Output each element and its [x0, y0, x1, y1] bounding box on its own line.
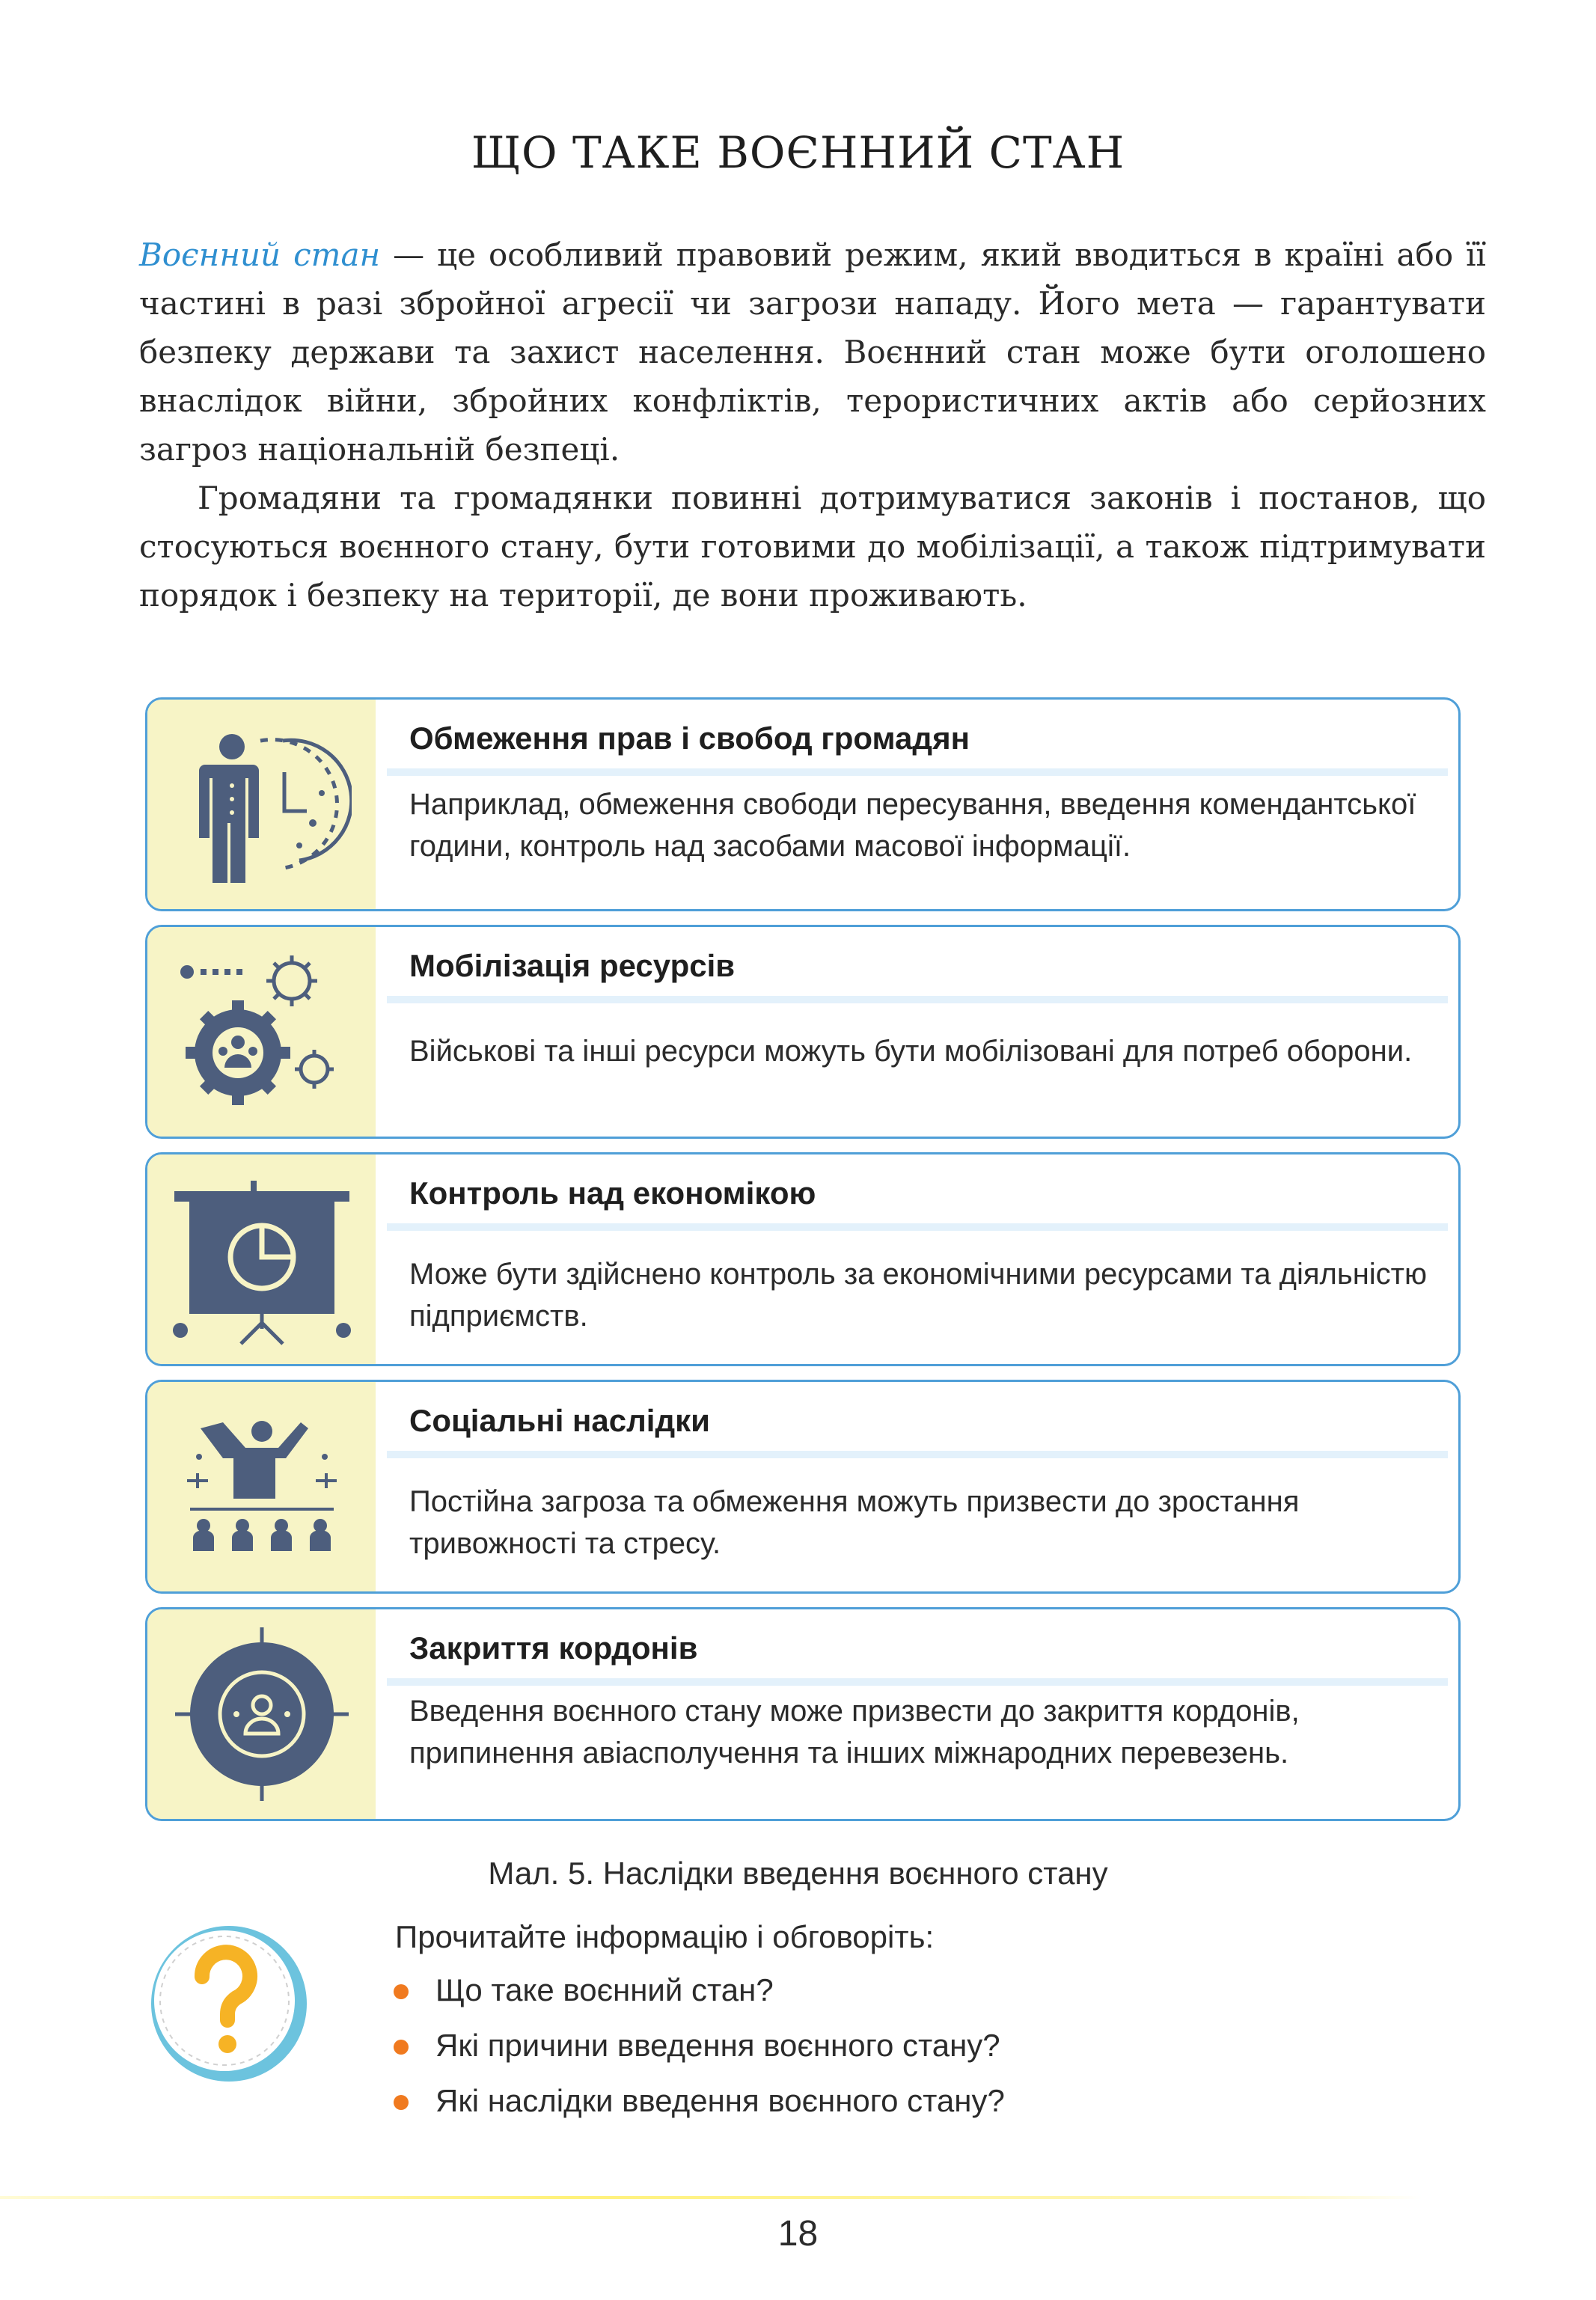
list-item: [389, 2028, 1005, 2083]
list-item: [389, 1972, 1005, 2028]
card-heading: Контроль над економікою: [409, 1175, 816, 1211]
heading-divider: [387, 996, 1448, 1003]
target-person-icon: [165, 1617, 359, 1811]
page-number: 18: [777, 2214, 819, 2254]
question-mark-icon: [147, 1917, 319, 2089]
heading-divider: [387, 1451, 1448, 1458]
presentation-chart-icon: [168, 1166, 355, 1353]
intro-paragraph-1-text: — це особливий правовий режим, який вводиться в країні або її частині в разі збройної агресії чи загрози нападу. Його мета — гарантувати безпеку держави та захист населення. Воєнний стан може бути оголошено внаслідок війни, збройних конфліктів, терористичних актів або серйозних загроз національній безпеці.: [139, 236, 1486, 468]
question-text: Які наслідки введення воєнного стану?: [435, 2083, 1005, 2118]
heading-divider: [387, 768, 1448, 776]
stressed-person-crowd-icon: [172, 1404, 352, 1569]
consequence-card-mobilization: [145, 925, 1461, 1139]
gears-people-icon: [172, 942, 352, 1122]
card-body: Введення воєнного стану може призвести до закриття кордонів, припинення авіасполучення та інших міжнародних перевезень.: [409, 1695, 1300, 1770]
card-heading: Мобілізація ресурсів: [409, 948, 736, 983]
card-body: Наприклад, обмеження свободи пересування, введення комендантської години, контроль над засобами масової інформації.: [409, 788, 1416, 863]
question-text: Що таке воєнний стан?: [435, 1972, 774, 2007]
question-badge: [147, 1917, 319, 2093]
term-highlight: Воєнний стан: [139, 236, 381, 273]
icon-panel: [147, 1609, 376, 1819]
card-heading: Обмеження прав і свобод громадян: [409, 721, 970, 756]
intro-text: [139, 230, 1486, 620]
page-title: ЩО ТАКЕ ВОЄННИЙ СТАН: [471, 127, 1125, 178]
card-heading: Соціальні наслідки: [409, 1403, 710, 1438]
list-item: [389, 2083, 1005, 2138]
question-list: [389, 1972, 1005, 2138]
bullet-icon: [394, 1984, 409, 1999]
icon-panel: [147, 927, 376, 1137]
heading-divider: [387, 1223, 1448, 1231]
footer-divider: [0, 2196, 1422, 2199]
consequence-card-economy: [145, 1152, 1461, 1366]
heading-divider: [387, 1678, 1448, 1686]
consequence-card-borders: [145, 1607, 1461, 1821]
discussion-prompt: Прочитайте інформацію і обговоріть:: [395, 1919, 935, 1954]
icon-panel: [147, 700, 376, 909]
consequence-card-social: [145, 1380, 1461, 1594]
card-body: Військові та інші ресурси можуть бути мобілізовані для потреб оборони.: [409, 1035, 1413, 1068]
card-heading: Закриття кордонів: [409, 1630, 698, 1666]
icon-panel: [147, 1382, 376, 1591]
intro-paragraph-1: [139, 230, 1486, 474]
icon-panel: [147, 1154, 376, 1364]
person-clock-icon: [172, 718, 352, 890]
bullet-icon: [394, 2095, 409, 2110]
bullet-icon: [394, 2040, 409, 2055]
card-body: Постійна загроза та обмеження можуть призвести до зростання тривожності та стресу.: [409, 1485, 1300, 1560]
card-body: Може бути здійснено контроль за економічними ресурсами та діяльністю підприємств.: [409, 1258, 1427, 1333]
question-text: Які причини введення воєнного стану?: [435, 2028, 1000, 2063]
consequence-card-rights: [145, 697, 1461, 911]
intro-paragraph-2: Громадяни та громадянки повинні дотримуватися законів і постанов, що стосуються воєнного стану, бути готовими до мобілізації, а також підтримувати порядок і безпеку на території, де вони проживають.: [139, 480, 1486, 614]
figure-caption: Мал. 5. Наслідки введення воєнного стану: [488, 1856, 1108, 1891]
